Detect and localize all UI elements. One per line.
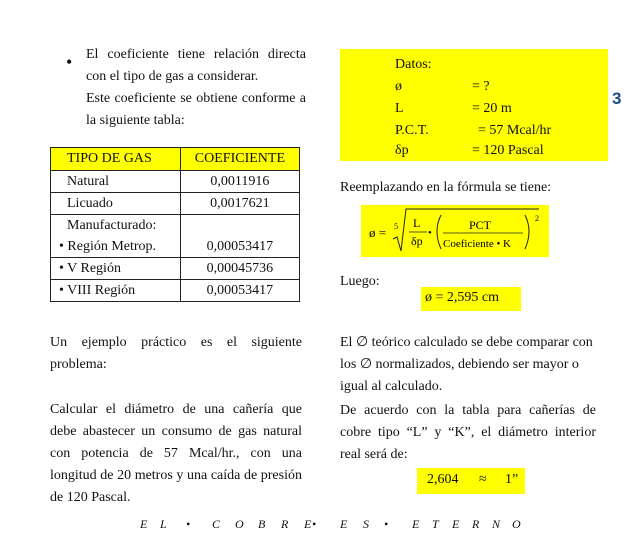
formula-dot: •: [428, 227, 432, 239]
table-row: [51, 193, 300, 215]
intro-text: [86, 44, 306, 132]
approx-symbol: ≈: [479, 472, 487, 487]
footer-bullet: •: [186, 517, 191, 531]
datos-label: P.C.T.: [395, 123, 429, 138]
table-row: [51, 236, 300, 258]
datos-value: = 57 Mcal/hr: [478, 123, 552, 138]
bullet-icon: •: [66, 52, 73, 72]
footer-letter: E: [412, 517, 420, 531]
gas-type-cell: Natural: [51, 171, 181, 193]
coefficient-cell: [180, 215, 299, 237]
datos-value: = ?: [472, 79, 490, 94]
table-row: [51, 171, 300, 193]
replace-text: Reemplazando en la fórmula se tiene:: [340, 180, 552, 195]
footer-letter: E: [340, 517, 348, 531]
datos-value: = 20 m: [472, 101, 512, 116]
table-row: [51, 280, 300, 302]
footer-letter: C: [212, 517, 221, 531]
header-coefficient: COEFICIENTE: [180, 148, 299, 171]
final-inch: 1”: [505, 472, 519, 487]
page-number: 3: [612, 89, 622, 108]
gas-coefficient-table: [50, 147, 300, 302]
footer-letter: E: [304, 517, 312, 531]
gas-type-cell: Manufacturado:: [67, 217, 157, 233]
footer-letter: E: [452, 517, 460, 531]
formula-L: L: [413, 216, 421, 230]
footer-bullet: •: [312, 517, 317, 531]
datos-box: [340, 49, 608, 161]
coefficient-cell: 0,00053417: [180, 236, 299, 258]
final-diameter-box: [417, 468, 525, 494]
footer-letter: L: [160, 517, 167, 531]
luego-label: Luego:: [340, 274, 380, 289]
table-paragraph: De acuerdo con la tabla para cañerías de cobre tipo “L” y “K”, el diámetro interior real será de:: [340, 403, 596, 462]
coefficient-cell: 0,00045736: [180, 258, 299, 280]
datos-label: ø: [395, 79, 402, 94]
right-paren: [525, 215, 529, 249]
compare-paragraph: El ∅ teórico calculado se debe comparar con los ∅ normalizados, debiendo ser mayor o igual al calculado.: [340, 335, 593, 394]
gas-type-cell: Licuado: [51, 193, 181, 215]
footer-letter: B: [258, 517, 266, 531]
footer-letter: S: [363, 517, 369, 531]
formula-dp: δp: [411, 234, 423, 248]
datos-label: δp: [395, 143, 409, 158]
gas-type-cell: • Región Metrop.: [51, 236, 181, 258]
final-value: 2,604: [427, 472, 459, 487]
table-row: [51, 258, 300, 280]
datos-label: L: [395, 101, 404, 116]
coefficient-cell: 0,00053417: [180, 280, 299, 302]
left-paren: [437, 215, 441, 249]
intro-line-1: El coeficiente tiene relación directa con el tipo de gas a considerar.: [86, 47, 306, 84]
result-text: ø = 2,595 cm: [425, 290, 499, 305]
gas-type-cell: • VIII Región: [59, 282, 136, 298]
header-gas-type: TIPO DE GAS: [51, 148, 181, 171]
formula-graphic: [361, 205, 549, 257]
formula-lhs: ø =: [369, 225, 387, 240]
coefficient-cell: 0,0017621: [180, 193, 299, 215]
problem-paragraph: Calcular el diámetro de una cañería que debe abastecer un consumo de gas natural con potencia de 57 Mcal/hr., con una longitud de 20 metros y una caída de presión de 120 Pascal.: [50, 402, 302, 505]
datos-title: Datos:: [395, 57, 432, 72]
datos-value: = 120 Pascal: [472, 143, 544, 158]
footer-letter: O: [235, 517, 244, 531]
gas-type-cell: • V Región: [51, 258, 181, 280]
footer-letter: T: [432, 517, 439, 531]
footer-letter: E: [140, 517, 148, 531]
root-index: 5: [394, 222, 398, 231]
result-box: [421, 287, 521, 311]
footer-letter: N: [492, 517, 501, 531]
formula-box: [361, 205, 549, 257]
footer-letter: O: [512, 517, 521, 531]
exponent: 2: [535, 214, 539, 223]
footer-letter: R: [472, 517, 480, 531]
formula-den: Coeficiente • K: [443, 238, 511, 250]
formula-pct: PCT: [469, 218, 492, 232]
footer-letter: R: [281, 517, 289, 531]
intro-line-2: Este coeficiente se obtiene conforme a la siguiente tabla:: [86, 91, 306, 128]
coefficient-cell: 0,0011916: [180, 171, 299, 193]
footer-bullet: •: [384, 517, 389, 531]
table-header-row: [51, 148, 300, 171]
example-paragraph: Un ejemplo práctico es el siguiente problema:: [50, 335, 302, 372]
table-row: [51, 215, 300, 237]
